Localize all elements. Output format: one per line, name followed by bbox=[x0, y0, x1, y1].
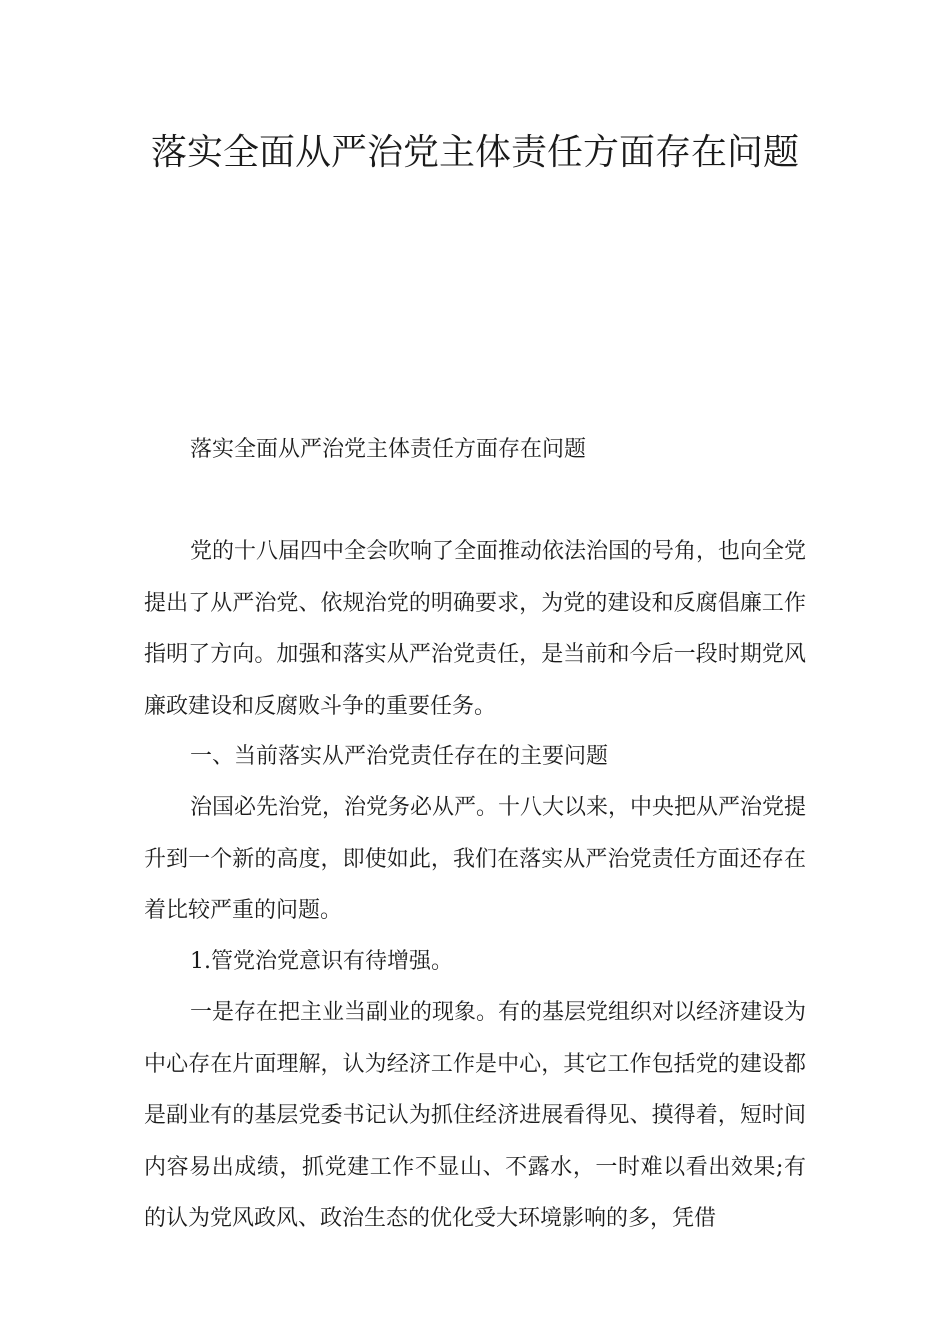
paragraph-section-intro: 治国必先治党，治党务必从严。十八大以来，中央把从严治党提升到一个新的高度，即使如此，我们在落实从严治党责任方面还存在着比较严重的问题。 bbox=[144, 795, 807, 923]
document-title: 落实全面从严治党主体责任方面存在问题 bbox=[150, 132, 799, 173]
section-heading: 一、当前落实从严治党责任存在的主要问题 bbox=[190, 744, 609, 769]
subsection-heading: 1.管党治党意识有待增强。 bbox=[190, 949, 453, 974]
paragraph-intro: 党的十八届四中全会吹响了全面推动依法治国的号角，也向全党提出了从严治党、依规治党的明确要求，为党的建设和反腐倡廉工作指明了方向。加强和落实从严治党责任，是当前和今后一段时期党风廉政建设和反腐败斗争的重要任务。 bbox=[144, 539, 807, 719]
paragraph-point-one: 一是存在把主业当副业的现象。有的基层党组织对以经济建设为中心存在片面理解，认为经济工作是中心，其它工作包括党的建设都是副业有的基层党委书记认为抓住经济进展看得见、摸得着，短时间内容易出成绩，抓党建工作不显山、不露水，一时难以看出效果;有的认为党风政风、政治生态的优化受大环境影响的多，凭借 bbox=[144, 1000, 807, 1231]
document-subtitle: 落实全面从严治党主体责任方面存在问题 bbox=[190, 437, 587, 462]
